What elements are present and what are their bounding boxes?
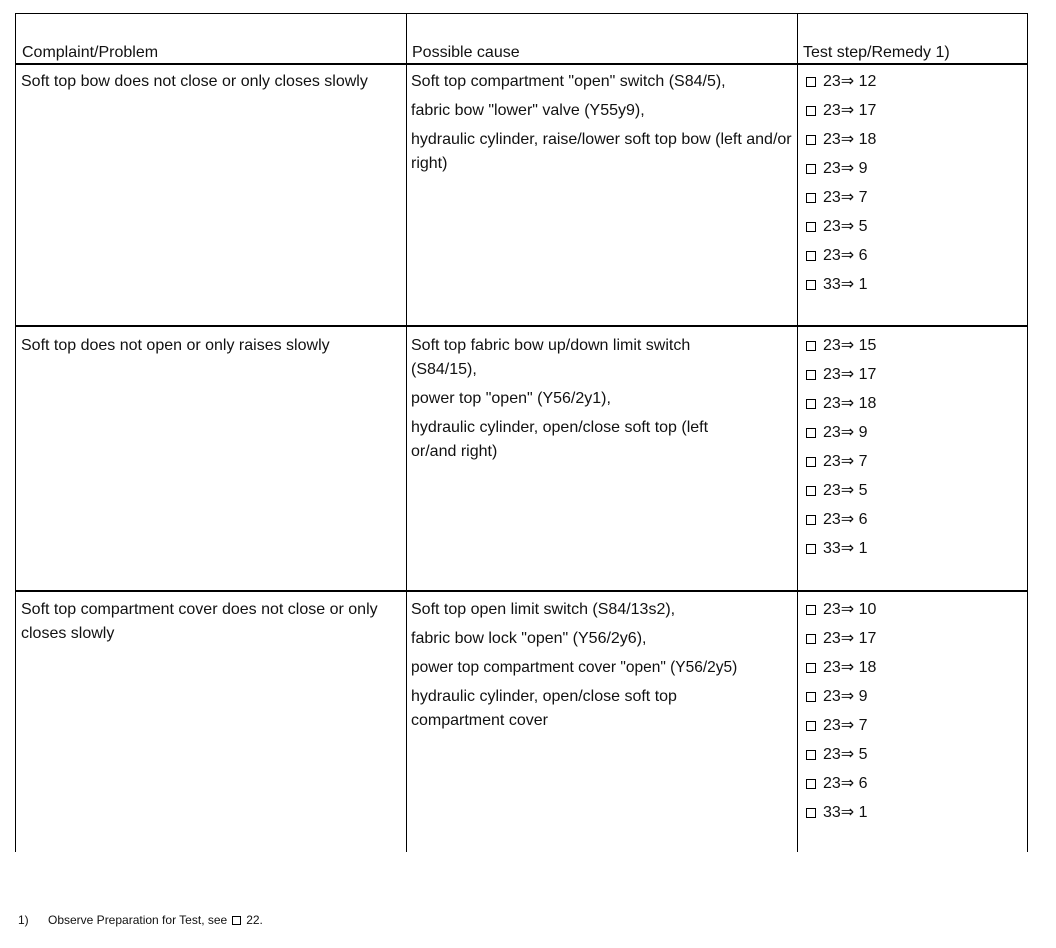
- diagnosis-table: [15, 13, 1028, 852]
- cause-list: [411, 598, 795, 733]
- row-divider: [16, 590, 1027, 592]
- remedy-item[interactable]: 23⇒ 18: [806, 125, 876, 154]
- cause-line: fabric bow "lower" valve (Y55y9),: [411, 102, 645, 119]
- checkbox-icon: [806, 486, 816, 496]
- checkbox-icon: [806, 370, 816, 380]
- checkbox-icon: [806, 544, 816, 554]
- remedy-item[interactable]: 23⇒ 12: [806, 67, 876, 96]
- remedy-item[interactable]: 23⇒ 6: [806, 505, 876, 534]
- footnote-number: 1): [18, 913, 29, 927]
- cause-list: [411, 334, 741, 464]
- remedy-item[interactable]: 23⇒ 17: [806, 96, 876, 125]
- cause-line: Soft top open limit switch (S84/13s2),: [411, 601, 676, 618]
- remedy-list: [806, 331, 876, 563]
- complaint-text: Soft top bow does not close or only closes slowly: [21, 73, 368, 90]
- checkbox-icon: [232, 916, 241, 925]
- cause-line: Soft top compartment "open" switch (S84/5),: [411, 73, 726, 90]
- remedy-item[interactable]: 23⇒ 9: [806, 154, 876, 183]
- remedy-item[interactable]: 23⇒ 6: [806, 241, 876, 270]
- checkbox-icon: [806, 457, 816, 467]
- remedy-item[interactable]: 23⇒ 18: [806, 389, 876, 418]
- remedy-item[interactable]: 33⇒ 1: [806, 798, 876, 827]
- remedy-item[interactable]: 23⇒ 10: [806, 595, 876, 624]
- checkbox-icon: [806, 663, 816, 673]
- footnote-reference[interactable]: 22.: [246, 913, 263, 927]
- checkbox-icon: [806, 515, 816, 525]
- header-cause: Possible cause: [412, 44, 520, 61]
- footnote-text: Observe Preparation for Test, see: [48, 913, 228, 927]
- column-divider: [797, 14, 798, 852]
- checkbox-icon: [806, 605, 816, 615]
- checkbox-icon: [806, 251, 816, 261]
- remedy-item[interactable]: 23⇒ 7: [806, 711, 876, 740]
- remedy-item[interactable]: 23⇒ 17: [806, 360, 876, 389]
- checkbox-icon: [806, 280, 816, 290]
- checkbox-icon: [806, 750, 816, 760]
- cause-list: [411, 70, 795, 176]
- checkbox-icon: [806, 193, 816, 203]
- checkbox-icon: [806, 77, 816, 87]
- remedy-item[interactable]: 23⇒ 7: [806, 183, 876, 212]
- row-divider: [16, 325, 1027, 327]
- checkbox-icon: [806, 721, 816, 731]
- remedy-list: [806, 67, 876, 299]
- checkbox-icon: [806, 399, 816, 409]
- checkbox-icon: [806, 779, 816, 789]
- footnote: [18, 913, 263, 927]
- checkbox-icon: [806, 135, 816, 145]
- remedy-item[interactable]: 23⇒ 15: [806, 331, 876, 360]
- remedy-item[interactable]: 23⇒ 18: [806, 653, 876, 682]
- checkbox-icon: [806, 428, 816, 438]
- cause-line: fabric bow lock "open" (Y56/2y6),: [411, 630, 647, 647]
- remedy-list: [806, 595, 876, 827]
- checkbox-icon: [806, 341, 816, 351]
- remedy-item[interactable]: 23⇒ 9: [806, 682, 876, 711]
- remedy-item[interactable]: 23⇒ 17: [806, 624, 876, 653]
- remedy-item[interactable]: 23⇒ 6: [806, 769, 876, 798]
- header-complaint: Complaint/Problem: [22, 44, 159, 61]
- checkbox-icon: [806, 634, 816, 644]
- cause-line: power top compartment cover "open" (Y56/2y5): [411, 659, 738, 676]
- remedy-item[interactable]: 33⇒ 1: [806, 270, 876, 299]
- header-remedy: Test step/Remedy 1): [803, 44, 950, 61]
- complaint-text: Soft top does not open or only raises slowly: [21, 337, 330, 354]
- remedy-item[interactable]: 23⇒ 5: [806, 476, 876, 505]
- checkbox-icon: [806, 222, 816, 232]
- column-divider: [406, 14, 407, 852]
- checkbox-icon: [806, 808, 816, 818]
- cause-line: hydraulic cylinder, open/close soft top compartment cover: [411, 688, 677, 729]
- checkbox-icon: [806, 164, 816, 174]
- remedy-item[interactable]: 23⇒ 5: [806, 740, 876, 769]
- cause-line: power top "open" (Y56/2y1),: [411, 390, 611, 407]
- cause-line: hydraulic cylinder, raise/lower soft top bow (left and/or right): [411, 131, 792, 172]
- checkbox-icon: [806, 106, 816, 116]
- checkbox-icon: [806, 692, 816, 702]
- remedy-item[interactable]: 23⇒ 9: [806, 418, 876, 447]
- complaint-text: Soft top compartment cover does not close or only closes slowly: [21, 601, 378, 642]
- remedy-item[interactable]: 33⇒ 1: [806, 534, 876, 563]
- cause-line: Soft top fabric bow up/down limit switch (S84/15),: [411, 337, 691, 378]
- remedy-item[interactable]: 23⇒ 5: [806, 212, 876, 241]
- cause-line: hydraulic cylinder, open/close soft top (left or/and right): [411, 419, 709, 460]
- remedy-item[interactable]: 23⇒ 7: [806, 447, 876, 476]
